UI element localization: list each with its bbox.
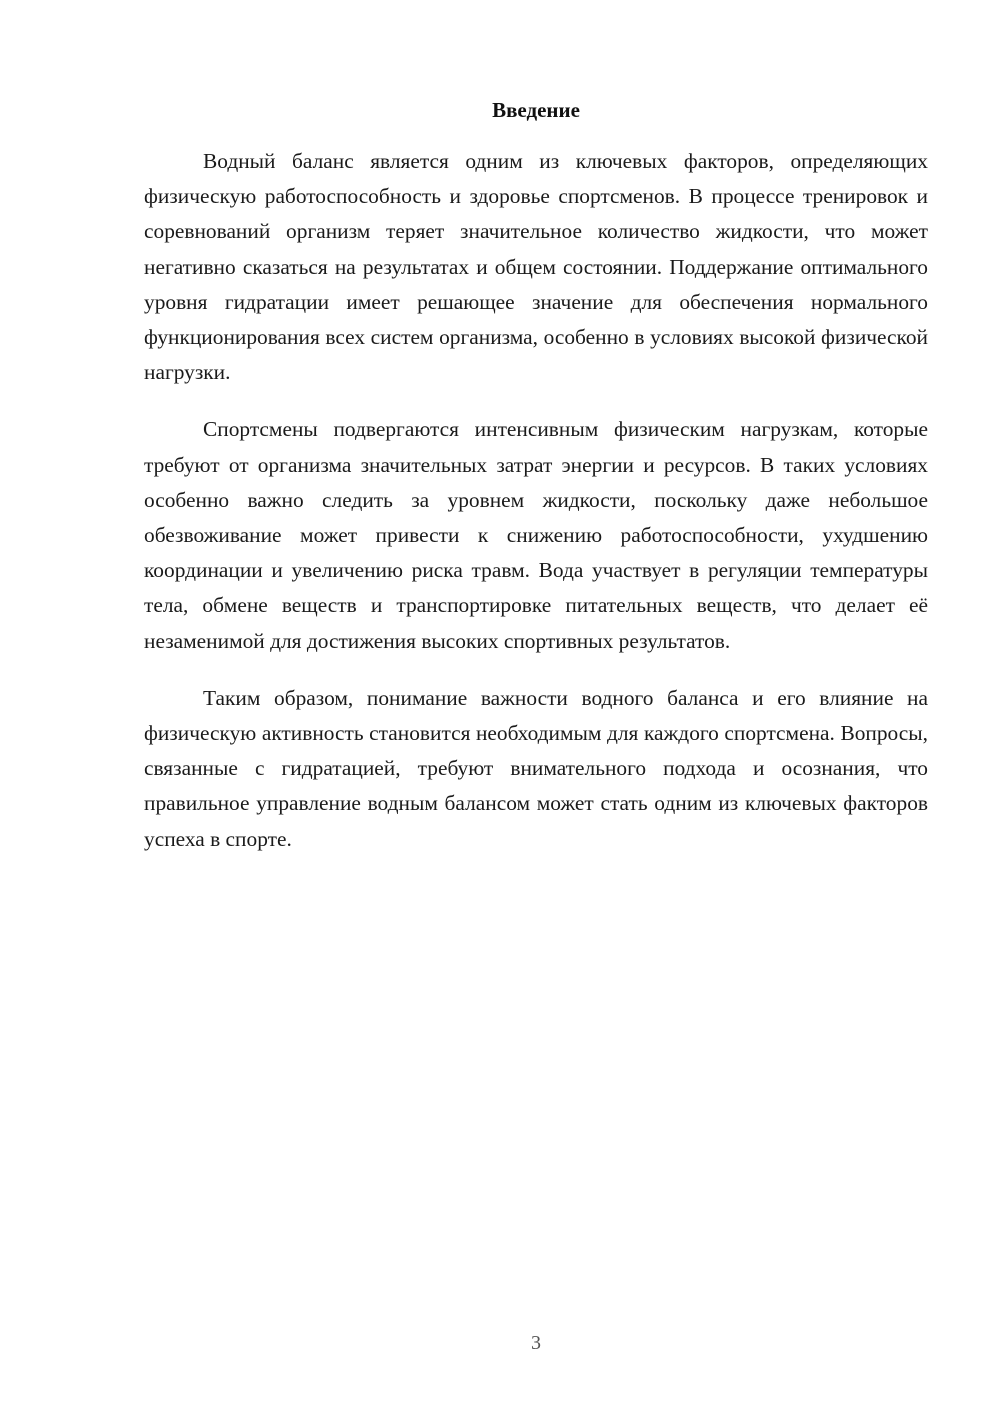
paragraph-2: Спортсмены подвергаются интенсивным физическим нагрузкам, которые требуют от организма значительных затрат энергии и ресурсов. В таких условиях особенно важно следить за уровнем жидкости, поскольку даже небольшое обезвоживание может привести к снижению работоспособности, ухудшению координации и увеличению риска травм. Вода участвует в регуляции температуры тела, обмене веществ и транспортировке питательных веществ, что делает её незаменимой для достижения высоких спортивных результатов.	[144, 417, 928, 653]
paragraph-3: Таким образом, понимание важности водного баланса и его влияние на физическую активность становится необходимым для каждого спортсмена. Вопросы, связанные с гидратацией, требуют внимательного подхода и осознания, что правильное управление водным балансом может стать одним из ключевых факторов успеха в спорте.	[144, 685, 928, 851]
section-heading: Введение	[492, 98, 580, 122]
page-content	[144, 94, 928, 879]
paragraph-1: Водный баланс является одним из ключевых факторов, определяющих физическую работоспособность и здоровье спортсменов. В процессе тренировок и соревнований организм теряет значительное количество жидкости, что может негативно сказаться на результатах и общем состоянии. Поддержание оптимального уровня гидратации имеет решающее значение для обеспечения нормального функционирования всех систем организма, особенно в условиях высокой физической нагрузки.	[144, 149, 928, 385]
page-number: 3	[531, 1332, 541, 1354]
